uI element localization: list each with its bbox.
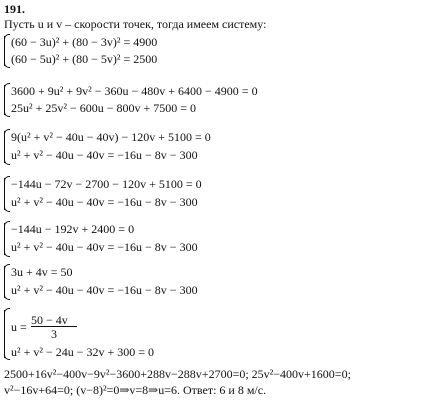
system-brace [4,223,11,255]
system-brace [4,36,11,66]
system-brace [4,310,11,358]
system-5-eq-2: u² + v² − 40u − 40v = −16u − 8v − 300 [11,240,198,254]
solution-line-2: v²−16v+64=0; (v−8)²=0⇒v=8⇒u=6. Ответ: 6 и 8 м/с. [4,383,267,397]
system-brace [4,131,11,163]
system-brace [4,85,11,115]
system-1-eq-2: (60 − 5u)² + (80 − 5v)² = 2500 [11,52,158,66]
system-1-eq-1: (60 − 3u)² + (80 − 3v)² = 4900 [11,35,158,49]
system-2-eq-2: 25u² + 25v² − 600u − 800v + 7500 = 0 [11,101,197,115]
system-4-eq-1: −144u − 72v − 2700 − 120v + 5100 = 0 [11,177,202,191]
system-7-eq-2: u² + v² − 24u − 32v + 300 = 0 [11,345,155,359]
u-equals: u = [11,320,27,334]
system-3-eq-1: 9(u² + v² − 40u − 40v) − 120v + 5100 = 0 [11,130,211,144]
solution-line-1: 2500+16v²−400v−9v²−3600+288v−288v+2700=0; 25v²−400v+1600=0; [4,367,351,381]
problem-intro: Пусть u и v – скорости точек, тогда имеем систему: [4,17,267,31]
system-5-eq-1: −144u − 192v + 2400 = 0 [11,222,135,236]
system-brace [4,266,11,298]
system-3-eq-2: u² + v² − 40u − 40v = −16u − 8v − 300 [11,148,198,162]
fraction-equation [11,313,91,341]
system-brace [4,178,11,210]
problem-number: 191. [4,2,25,16]
fraction-denominator: 3 [51,327,57,341]
system-4-eq-2: u² + v² − 40u − 40v = −16u − 8v − 300 [11,195,198,209]
system-6-eq-2: u² + v² − 40u − 40v = −16u − 8v − 300 [11,283,198,297]
system-2-eq-1: 3600 + 9u² + 9v² − 360u − 480v + 6400 − 4900 = 0 [11,84,258,98]
system-6-eq-1: 3u + 4v = 50 [11,265,73,279]
fraction-numerator: 50 − 4v [31,313,68,327]
